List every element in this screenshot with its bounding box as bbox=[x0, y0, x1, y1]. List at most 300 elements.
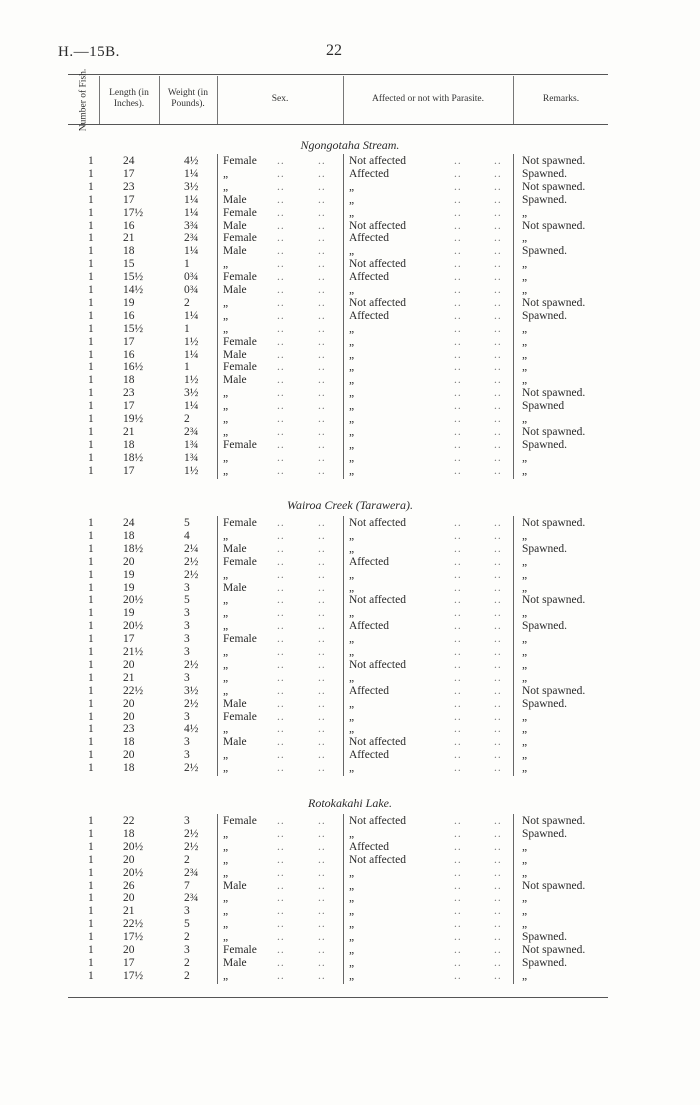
parasite-cell: „ bbox=[349, 374, 355, 387]
remarks-cell: Not spawned. bbox=[522, 517, 586, 529]
sex-cell: Female bbox=[223, 271, 257, 284]
remarks-cell: Spawned. bbox=[522, 956, 568, 969]
weight-cell: 3 bbox=[184, 944, 190, 956]
header-divider bbox=[513, 76, 514, 124]
fish-count: 1 bbox=[88, 451, 94, 464]
weight-cell: 2¾ bbox=[184, 866, 199, 879]
table-row bbox=[0, 892, 700, 905]
sex-cell: „ bbox=[223, 931, 229, 944]
sex-cell: Female bbox=[223, 555, 257, 568]
leader-dots: .. bbox=[494, 710, 502, 723]
length-cell: 18 bbox=[123, 374, 135, 387]
fish-count: 1 bbox=[88, 749, 94, 762]
leader-dots: .. bbox=[277, 206, 285, 219]
remarks-cell: Spawned. bbox=[522, 167, 568, 180]
table-row bbox=[0, 530, 700, 543]
remarks-cell: Spawned. bbox=[522, 245, 568, 258]
leader-dots: .. bbox=[277, 697, 285, 710]
leader-dots: .. bbox=[318, 879, 326, 892]
sex-cell: Female bbox=[223, 944, 257, 956]
fish-count: 1 bbox=[88, 840, 94, 853]
parasite-cell: „ bbox=[349, 322, 355, 335]
leader-dots: .. bbox=[454, 931, 462, 944]
parasite-cell: „ bbox=[349, 607, 355, 620]
header-divider bbox=[159, 76, 160, 124]
leader-dots: .. bbox=[454, 361, 462, 374]
leader-dots: .. bbox=[454, 400, 462, 413]
sex-cell: „ bbox=[223, 309, 229, 322]
weight-cell: 0¾ bbox=[184, 271, 199, 284]
length-cell: 18½ bbox=[123, 451, 144, 464]
weight-cell: 3 bbox=[184, 607, 190, 620]
length-cell: 17½ bbox=[123, 206, 144, 219]
weight-cell: 1¼ bbox=[184, 167, 199, 180]
remarks-cell: „ bbox=[522, 866, 528, 879]
leader-dots: .. bbox=[318, 723, 326, 736]
leader-dots: .. bbox=[277, 736, 285, 749]
length-cell: 15½ bbox=[123, 271, 144, 284]
parasite-cell: Not affected bbox=[349, 296, 406, 309]
length-cell: 16 bbox=[123, 219, 135, 232]
fish-count: 1 bbox=[88, 815, 94, 827]
table-row bbox=[0, 880, 700, 893]
leader-dots: .. bbox=[454, 155, 462, 167]
leader-dots: .. bbox=[494, 193, 502, 206]
table-row bbox=[0, 867, 700, 880]
leader-dots: .. bbox=[494, 542, 502, 555]
leader-dots: .. bbox=[277, 400, 285, 413]
sex-cell: „ bbox=[223, 387, 229, 400]
length-cell: 17 bbox=[123, 633, 135, 646]
sex-cell: „ bbox=[223, 684, 229, 697]
weight-cell: 4 bbox=[184, 529, 190, 542]
table-row bbox=[0, 297, 700, 310]
length-cell: 20½ bbox=[123, 840, 144, 853]
fish-count: 1 bbox=[88, 684, 94, 697]
sex-cell: „ bbox=[223, 620, 229, 633]
table-row bbox=[0, 672, 700, 685]
weight-cell: 2 bbox=[184, 853, 190, 866]
leader-dots: .. bbox=[318, 258, 326, 271]
fish-count: 1 bbox=[88, 167, 94, 180]
parasite-cell: Affected bbox=[349, 555, 390, 568]
remarks-cell: „ bbox=[522, 232, 528, 245]
remarks-cell: „ bbox=[522, 568, 528, 581]
leader-dots: .. bbox=[318, 956, 326, 969]
leader-dots: .. bbox=[494, 658, 502, 671]
remarks-cell: „ bbox=[522, 749, 528, 762]
leader-dots: .. bbox=[277, 438, 285, 451]
weight-cell: 7 bbox=[184, 879, 190, 892]
leader-dots: .. bbox=[494, 853, 502, 866]
leader-dots: .. bbox=[318, 684, 326, 697]
weight-cell: 3 bbox=[184, 646, 190, 658]
weight-cell: 2¾ bbox=[184, 892, 199, 905]
remarks-cell: „ bbox=[522, 335, 528, 348]
fish-count: 1 bbox=[88, 180, 94, 193]
weight-cell: 3 bbox=[184, 905, 190, 918]
fish-count: 1 bbox=[88, 413, 94, 425]
leader-dots: .. bbox=[454, 840, 462, 853]
length-cell: 20 bbox=[123, 710, 135, 723]
leader-dots: .. bbox=[454, 258, 462, 271]
sex-cell: Male bbox=[223, 245, 247, 258]
table-row bbox=[0, 711, 700, 724]
weight-cell: 2¼ bbox=[184, 542, 199, 555]
length-cell: 18 bbox=[123, 245, 135, 258]
leader-dots: .. bbox=[318, 827, 326, 840]
leader-dots: .. bbox=[494, 361, 502, 374]
leader-dots: .. bbox=[318, 167, 326, 180]
weight-cell: 4½ bbox=[184, 155, 199, 167]
sex-cell: „ bbox=[223, 646, 229, 658]
leader-dots: .. bbox=[494, 296, 502, 309]
parasite-cell: „ bbox=[349, 400, 355, 413]
sex-cell: Male bbox=[223, 581, 247, 594]
fish-count: 1 bbox=[88, 517, 94, 529]
fish-count: 1 bbox=[88, 309, 94, 322]
length-cell: 21 bbox=[123, 425, 135, 438]
table-row bbox=[0, 517, 700, 530]
leader-dots: .. bbox=[277, 815, 285, 827]
fish-count: 1 bbox=[88, 361, 94, 374]
leader-dots: .. bbox=[454, 956, 462, 969]
leader-dots: .. bbox=[494, 451, 502, 464]
sex-cell: Female bbox=[223, 335, 257, 348]
leader-dots: .. bbox=[318, 374, 326, 387]
remarks-cell: Spawned. bbox=[522, 931, 568, 944]
leader-dots: .. bbox=[454, 918, 462, 931]
sex-cell: Female bbox=[223, 361, 257, 374]
leader-dots: .. bbox=[318, 245, 326, 258]
leader-dots: .. bbox=[318, 296, 326, 309]
remarks-cell: „ bbox=[522, 284, 528, 296]
weight-cell: 3 bbox=[184, 815, 190, 827]
page-number: 22 bbox=[326, 42, 342, 59]
sex-cell: „ bbox=[223, 827, 229, 840]
table-row bbox=[0, 569, 700, 582]
parasite-cell: „ bbox=[349, 193, 355, 206]
leader-dots: .. bbox=[454, 684, 462, 697]
remarks-cell: Not spawned. bbox=[522, 296, 586, 309]
leader-dots: .. bbox=[277, 322, 285, 335]
leader-dots: .. bbox=[454, 180, 462, 193]
fish-count: 1 bbox=[88, 542, 94, 555]
leader-dots: .. bbox=[318, 931, 326, 944]
length-cell: 16 bbox=[123, 348, 135, 361]
parasite-cell: „ bbox=[349, 568, 355, 581]
remarks-cell: „ bbox=[522, 969, 528, 982]
fish-count: 1 bbox=[88, 464, 94, 477]
leader-dots: .. bbox=[494, 594, 502, 607]
leader-dots: .. bbox=[277, 361, 285, 374]
leader-dots: .. bbox=[494, 245, 502, 258]
parasite-cell: Not affected bbox=[349, 853, 406, 866]
table-row bbox=[0, 232, 700, 245]
table-row bbox=[0, 620, 700, 633]
fish-count: 1 bbox=[88, 918, 94, 931]
leader-dots: .. bbox=[277, 413, 285, 425]
leader-dots: .. bbox=[318, 710, 326, 723]
fish-count: 1 bbox=[88, 245, 94, 258]
remarks-cell: „ bbox=[522, 762, 528, 775]
parasite-cell: Not affected bbox=[349, 594, 406, 607]
weight-cell: 3½ bbox=[184, 387, 199, 400]
leader-dots: .. bbox=[277, 827, 285, 840]
parasite-cell: „ bbox=[349, 866, 355, 879]
leader-dots: .. bbox=[318, 555, 326, 568]
parasite-cell: „ bbox=[349, 464, 355, 477]
leader-dots: .. bbox=[494, 931, 502, 944]
length-cell: 17 bbox=[123, 167, 135, 180]
leader-dots: .. bbox=[494, 464, 502, 477]
sex-cell: Female bbox=[223, 710, 257, 723]
table-row bbox=[0, 556, 700, 569]
length-cell: 17 bbox=[123, 464, 135, 477]
leader-dots: .. bbox=[494, 671, 502, 684]
leader-dots: .. bbox=[318, 581, 326, 594]
leader-dots: .. bbox=[454, 517, 462, 529]
fish-count: 1 bbox=[88, 969, 94, 982]
leader-dots: .. bbox=[454, 284, 462, 296]
fish-count: 1 bbox=[88, 853, 94, 866]
remarks-cell: Spawned bbox=[522, 400, 565, 413]
fish-count: 1 bbox=[88, 193, 94, 206]
sex-cell: Male bbox=[223, 956, 247, 969]
sex-cell: Male bbox=[223, 697, 247, 710]
leader-dots: .. bbox=[454, 671, 462, 684]
parasite-cell: Not affected bbox=[349, 736, 406, 749]
leader-dots: .. bbox=[454, 581, 462, 594]
parasite-cell: Affected bbox=[349, 684, 390, 697]
weight-cell: 2¾ bbox=[184, 425, 199, 438]
leader-dots: .. bbox=[277, 245, 285, 258]
fish-count: 1 bbox=[88, 646, 94, 658]
length-cell: 18 bbox=[123, 827, 135, 840]
leader-dots: .. bbox=[277, 464, 285, 477]
column-header-number: Number of Fish. bbox=[78, 68, 89, 132]
leader-dots: .. bbox=[454, 167, 462, 180]
length-cell: 24 bbox=[123, 155, 135, 167]
remarks-cell: Spawned. bbox=[522, 620, 568, 633]
parasite-cell: „ bbox=[349, 905, 355, 918]
table-row bbox=[0, 374, 700, 387]
fish-count: 1 bbox=[88, 620, 94, 633]
leader-dots: .. bbox=[494, 944, 502, 956]
fish-count: 1 bbox=[88, 219, 94, 232]
leader-dots: .. bbox=[454, 296, 462, 309]
leader-dots: .. bbox=[454, 853, 462, 866]
weight-cell: 2½ bbox=[184, 840, 199, 853]
leader-dots: .. bbox=[494, 879, 502, 892]
leader-dots: .. bbox=[277, 193, 285, 206]
remarks-cell: „ bbox=[522, 271, 528, 284]
leader-dots: .. bbox=[494, 335, 502, 348]
fish-count: 1 bbox=[88, 155, 94, 167]
table-row bbox=[0, 970, 700, 983]
sex-cell: Male bbox=[223, 284, 247, 296]
leader-dots: .. bbox=[318, 762, 326, 775]
sex-cell: Male bbox=[223, 736, 247, 749]
length-cell: 22 bbox=[123, 815, 135, 827]
length-cell: 20 bbox=[123, 944, 135, 956]
parasite-cell: „ bbox=[349, 348, 355, 361]
parasite-cell: „ bbox=[349, 581, 355, 594]
fish-count: 1 bbox=[88, 348, 94, 361]
length-cell: 20½ bbox=[123, 620, 144, 633]
length-cell: 19 bbox=[123, 568, 135, 581]
leader-dots: .. bbox=[277, 969, 285, 982]
parasite-cell: „ bbox=[349, 710, 355, 723]
table-row bbox=[0, 387, 700, 400]
weight-cell: 3 bbox=[184, 710, 190, 723]
leader-dots: .. bbox=[454, 335, 462, 348]
sex-cell: „ bbox=[223, 529, 229, 542]
leader-dots: .. bbox=[454, 892, 462, 905]
fish-count: 1 bbox=[88, 438, 94, 451]
leader-dots: .. bbox=[318, 853, 326, 866]
leader-dots: .. bbox=[454, 568, 462, 581]
leader-dots: .. bbox=[277, 866, 285, 879]
fish-count: 1 bbox=[88, 879, 94, 892]
weight-cell: 2¾ bbox=[184, 232, 199, 245]
fish-count: 1 bbox=[88, 866, 94, 879]
leader-dots: .. bbox=[277, 723, 285, 736]
sex-cell: „ bbox=[223, 905, 229, 918]
table-row bbox=[0, 336, 700, 349]
length-cell: 20 bbox=[123, 853, 135, 866]
weight-cell: 1 bbox=[184, 258, 190, 271]
length-cell: 20½ bbox=[123, 866, 144, 879]
column-header-remarks: Remarks. bbox=[542, 93, 580, 104]
leader-dots: .. bbox=[318, 425, 326, 438]
weight-cell: 2½ bbox=[184, 658, 199, 671]
leader-dots: .. bbox=[318, 464, 326, 477]
leader-dots: .. bbox=[454, 374, 462, 387]
remarks-cell: „ bbox=[522, 555, 528, 568]
table-row bbox=[0, 736, 700, 749]
table-row bbox=[0, 284, 700, 297]
leader-dots: .. bbox=[494, 736, 502, 749]
leader-dots: .. bbox=[277, 633, 285, 646]
remarks-cell: „ bbox=[522, 905, 528, 918]
leader-dots: .. bbox=[318, 322, 326, 335]
leader-dots: .. bbox=[277, 840, 285, 853]
leader-dots: .. bbox=[494, 438, 502, 451]
remarks-cell: „ bbox=[522, 892, 528, 905]
leader-dots: .. bbox=[494, 413, 502, 425]
sex-cell: „ bbox=[223, 723, 229, 736]
length-cell: 19 bbox=[123, 296, 135, 309]
leader-dots: .. bbox=[318, 918, 326, 931]
table-row bbox=[0, 271, 700, 284]
sex-cell: „ bbox=[223, 762, 229, 775]
weight-cell: 4½ bbox=[184, 723, 199, 736]
remarks-cell: „ bbox=[522, 710, 528, 723]
length-cell: 19 bbox=[123, 581, 135, 594]
leader-dots: .. bbox=[454, 219, 462, 232]
length-cell: 17 bbox=[123, 956, 135, 969]
sex-cell: Female bbox=[223, 517, 257, 529]
leader-dots: .. bbox=[277, 232, 285, 245]
leader-dots: .. bbox=[277, 620, 285, 633]
length-cell: 20½ bbox=[123, 594, 144, 607]
fish-count: 1 bbox=[88, 736, 94, 749]
table-row bbox=[0, 944, 700, 957]
sex-cell: Male bbox=[223, 193, 247, 206]
leader-dots: .. bbox=[494, 425, 502, 438]
leader-dots: .. bbox=[318, 529, 326, 542]
leader-dots: .. bbox=[494, 646, 502, 658]
leader-dots: .. bbox=[454, 607, 462, 620]
remarks-cell: „ bbox=[522, 361, 528, 374]
length-cell: 20 bbox=[123, 658, 135, 671]
remarks-cell: Not spawned. bbox=[522, 815, 586, 827]
leader-dots: .. bbox=[454, 944, 462, 956]
leader-dots: .. bbox=[454, 723, 462, 736]
leader-dots: .. bbox=[494, 607, 502, 620]
table-row bbox=[0, 310, 700, 323]
leader-dots: .. bbox=[454, 710, 462, 723]
length-cell: 16 bbox=[123, 309, 135, 322]
parasite-cell: „ bbox=[349, 361, 355, 374]
parasite-cell: Not affected bbox=[349, 258, 406, 271]
weight-cell: 1¼ bbox=[184, 309, 199, 322]
table-row bbox=[0, 155, 700, 168]
parasite-cell: „ bbox=[349, 425, 355, 438]
length-cell: 23 bbox=[123, 180, 135, 193]
header-divider bbox=[343, 76, 344, 124]
length-cell: 17 bbox=[123, 335, 135, 348]
leader-dots: .. bbox=[277, 710, 285, 723]
table-row bbox=[0, 207, 700, 220]
leader-dots: .. bbox=[318, 517, 326, 529]
length-cell: 14½ bbox=[123, 284, 144, 296]
table-row bbox=[0, 258, 700, 271]
leader-dots: .. bbox=[494, 374, 502, 387]
fish-count: 1 bbox=[88, 671, 94, 684]
leader-dots: .. bbox=[277, 387, 285, 400]
sex-cell: Female bbox=[223, 206, 257, 219]
sex-cell: „ bbox=[223, 258, 229, 271]
weight-cell: 1¼ bbox=[184, 245, 199, 258]
remarks-cell: „ bbox=[522, 853, 528, 866]
table-row bbox=[0, 349, 700, 362]
remarks-cell: „ bbox=[522, 529, 528, 542]
parasite-cell: „ bbox=[349, 206, 355, 219]
table-row bbox=[0, 607, 700, 620]
fish-count: 1 bbox=[88, 387, 94, 400]
fish-count: 1 bbox=[88, 892, 94, 905]
parasite-cell: „ bbox=[349, 646, 355, 658]
length-cell: 18 bbox=[123, 736, 135, 749]
leader-dots: .. bbox=[277, 892, 285, 905]
length-cell: 20 bbox=[123, 697, 135, 710]
fish-count: 1 bbox=[88, 697, 94, 710]
remarks-cell: „ bbox=[522, 723, 528, 736]
parasite-cell: Not affected bbox=[349, 155, 406, 167]
length-cell: 23 bbox=[123, 723, 135, 736]
table-row bbox=[0, 723, 700, 736]
leader-dots: .. bbox=[277, 555, 285, 568]
section-title: Ngongotaha Stream. bbox=[300, 138, 400, 152]
weight-cell: 3½ bbox=[184, 684, 199, 697]
sex-cell: Male bbox=[223, 374, 247, 387]
leader-dots: .. bbox=[454, 762, 462, 775]
table-row bbox=[0, 749, 700, 762]
remarks-cell: „ bbox=[522, 646, 528, 658]
table-row bbox=[0, 931, 700, 944]
